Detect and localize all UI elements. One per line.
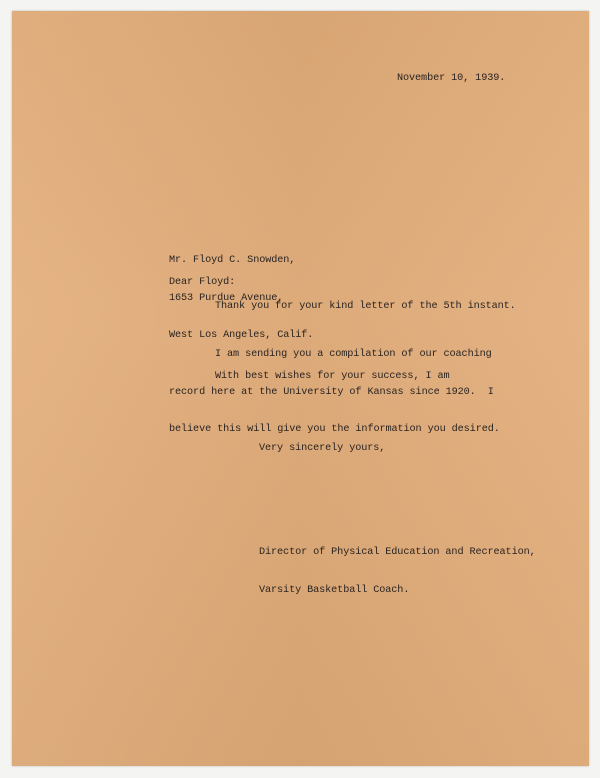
signature-title-1: Director of Physical Education and Recreation, xyxy=(259,547,536,558)
body-paragraph-1: Thank you for your kind letter of the 5th instant. xyxy=(215,301,516,312)
paragraph-2-line-2: record here at the University of Kansas since 1920. I xyxy=(169,386,494,398)
recipient-city: West Los Angeles, Calif. xyxy=(169,330,314,341)
body-paragraph-2 xyxy=(169,324,500,462)
paragraph-2-line-3: believe this will give you the information you desired. xyxy=(169,424,500,435)
complimentary-closing: Very sincerely yours, xyxy=(259,443,386,454)
recipient-name: Mr. Floyd C. Snowden, xyxy=(169,255,296,266)
paragraph-2-line-1: I am sending you a compilation of our coaching xyxy=(215,349,492,360)
signature-block xyxy=(259,522,536,622)
signature-title-2: Varsity Basketball Coach. xyxy=(259,584,410,596)
salutation: Dear Floyd: xyxy=(169,277,236,288)
body-paragraph-3: With best wishes for your success, I am xyxy=(215,371,450,382)
letter-date: November 10, 1939. xyxy=(397,73,506,84)
recipient-street: 1653 Purdue Avenue, xyxy=(169,292,284,304)
letter-page xyxy=(12,11,589,766)
